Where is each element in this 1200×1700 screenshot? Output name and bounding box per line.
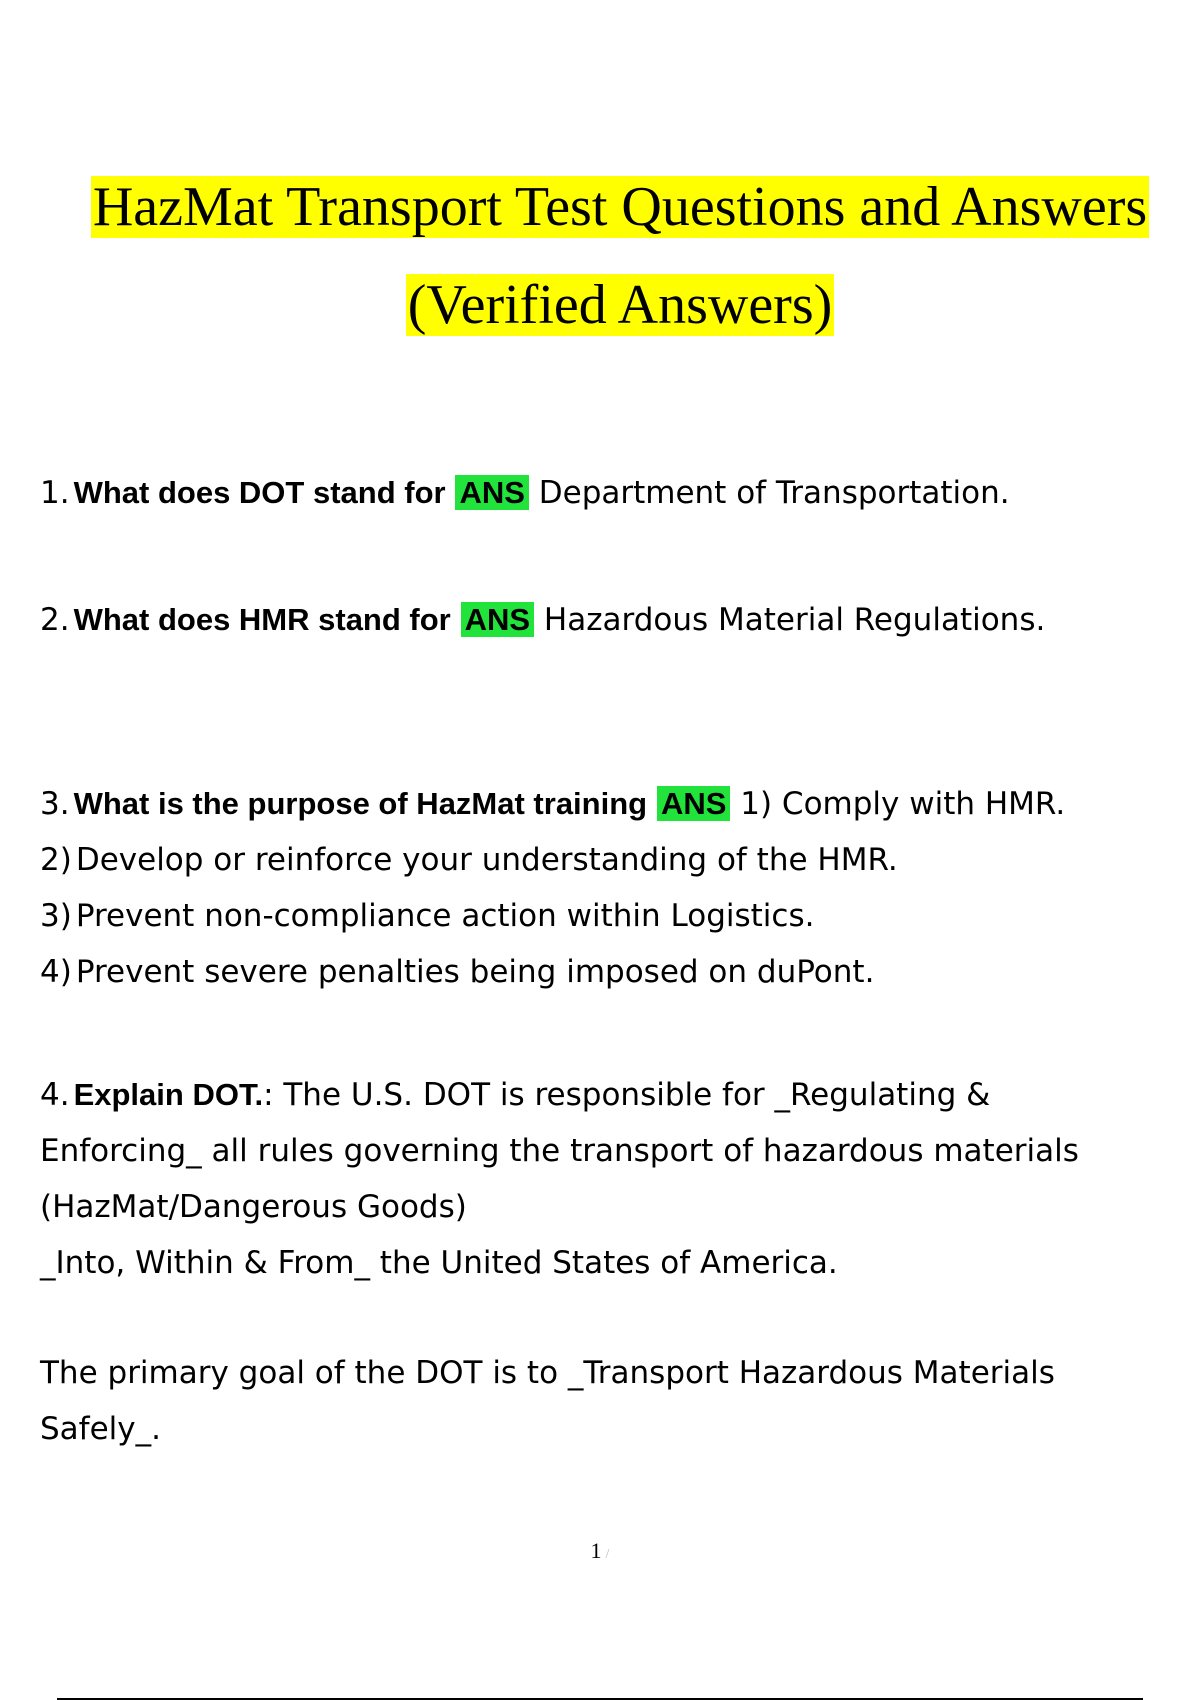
question-1 — [40, 465, 1160, 521]
answer-line: Enforcing_ all rules governing the transport of hazardous materials — [40, 1133, 1079, 1169]
answer-line: _Into, Within & From_ the United States of America. — [40, 1245, 838, 1281]
question-text: What does HMR stand for — [73, 602, 451, 637]
answer-list-item: 3) Prevent non-compliance action within Logistics. — [40, 898, 815, 934]
question-text: What does DOT stand for — [73, 475, 446, 510]
question-2 — [40, 592, 1160, 648]
answer-list-item: 2) Develop or reinforce your understanding of the HMR. — [40, 842, 898, 878]
page-separator: / — [605, 1547, 610, 1562]
question-separator: : — [263, 1077, 274, 1113]
question-text: Explain DOT. — [73, 1077, 264, 1112]
page-number: 1 / — [590, 1538, 610, 1563]
question-3 — [40, 776, 1160, 1000]
ans-label: ANS — [461, 602, 534, 637]
question-number: 2. — [40, 602, 70, 638]
document-title — [60, 158, 1180, 354]
question-number: 3. — [40, 786, 70, 822]
answer-line: The primary goal of the DOT is to _Transport Hazardous Materials — [40, 1355, 1055, 1391]
answer-text: The U.S. DOT is responsible for _Regulating & — [283, 1077, 991, 1113]
answer-text: 1) Comply with HMR. — [740, 786, 1066, 822]
question-4 — [40, 1067, 1160, 1291]
ans-label: ANS — [657, 786, 730, 821]
question-number: 1. — [40, 475, 70, 511]
ans-label: ANS — [455, 475, 528, 510]
answer-text: Hazardous Material Regulations. — [543, 602, 1046, 638]
question-number: 4. — [40, 1077, 70, 1113]
answer-text: Department of Transportation. — [538, 475, 1010, 511]
question-4-extra — [40, 1345, 1160, 1457]
question-text: What is the purpose of HazMat training — [73, 786, 648, 821]
answer-line: (HazMat/Dangerous Goods) — [40, 1189, 467, 1225]
title-line-2: (Verified Answers) — [407, 274, 833, 336]
title-line-1: HazMat Transport Test Questions and Answers — [92, 176, 1148, 238]
answer-line: Safely_. — [40, 1411, 161, 1447]
answer-list-item: 4) Prevent severe penalties being imposed on duPont. — [40, 954, 875, 990]
